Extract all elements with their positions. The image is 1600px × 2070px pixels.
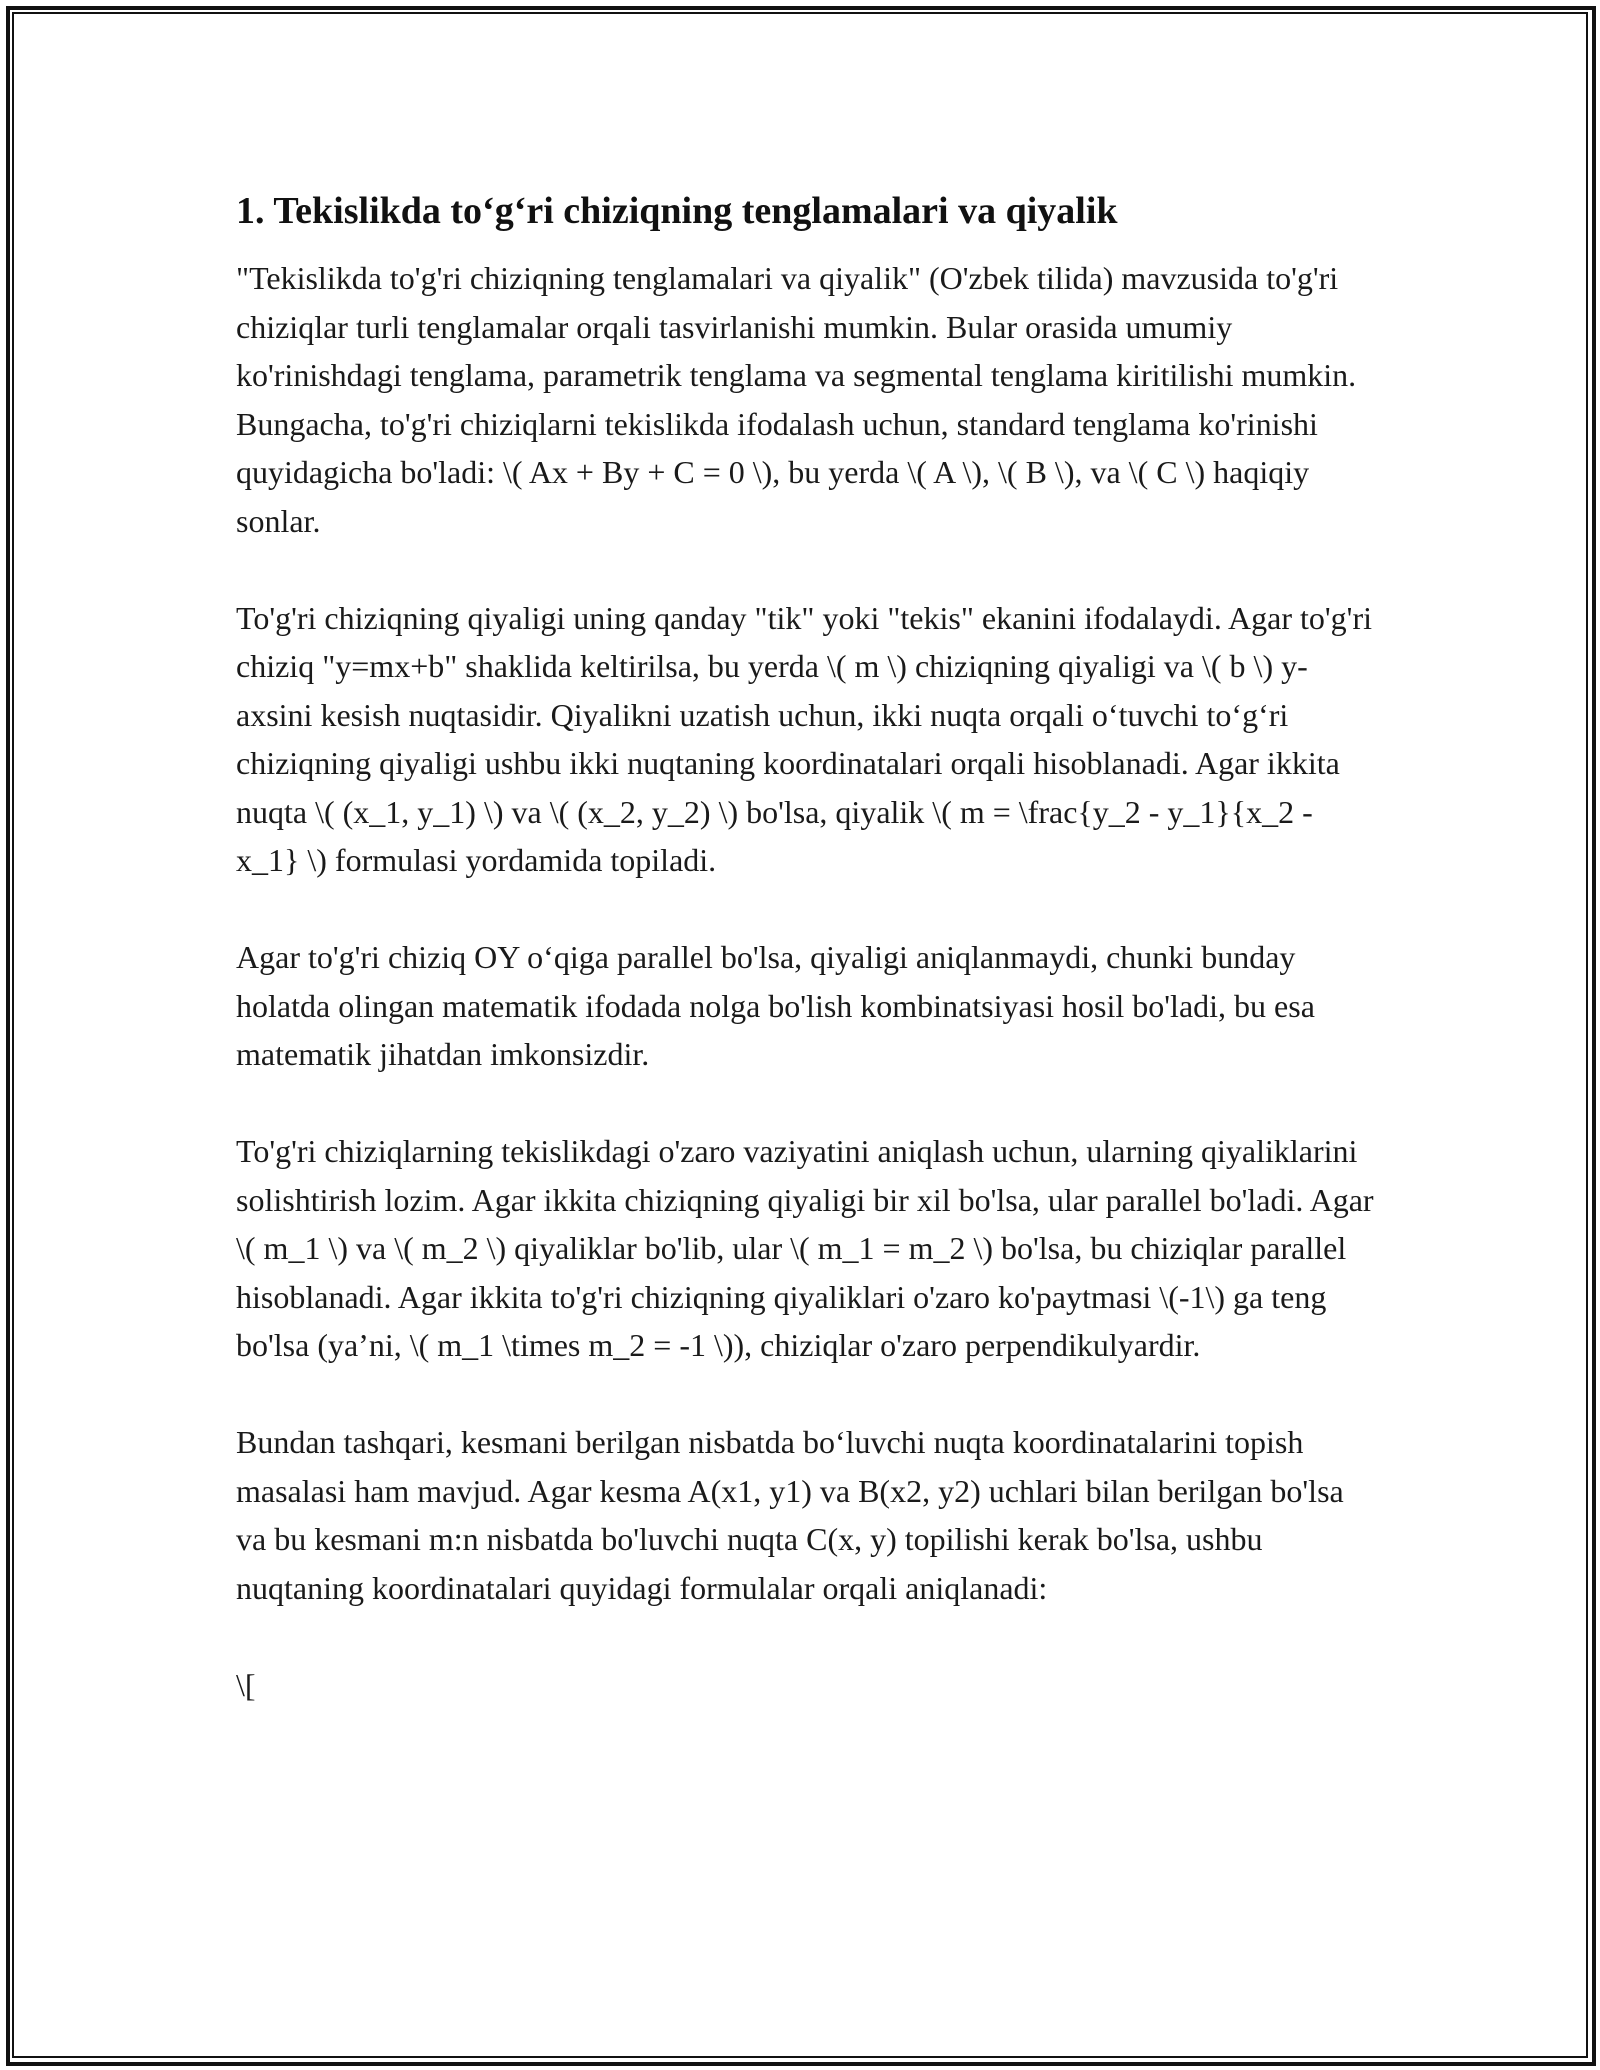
- paragraph-equations: "Tekislikda to'g'ri chiziqning tenglamalari va qiyalik" (O'zbek tilida) mavzusida to'g'ri chiziqlar turli tenglamalar orqali tasvirlanishi mumkin. Bular orasida umumiy ko'rinishdagi tenglama, parametrik tenglama va segmental tenglama kiritilishi mumkin. Bungacha, to'g'ri chiziqlarni tekislikda ifodalash uchun, standard tenglama ko'rinishi quyidagicha bo'ladi: \( Ax + By + C = 0 \), bu yerda \( A \), \( B \), va \( C \) haqiqiy sonlar.: [236, 260, 1357, 539]
- paragraph-vertical-line: Agar to'g'ri chiziq OY o‘qiga parallel bo'lsa, qiyaligi aniqlanmaydi, chunki bunday holatda olingan matematik ifodada nolga bo'lish kombinatsiyasi hosil bo'ladi, bu esa matematik jihatdan imkonsizdir.: [236, 939, 1315, 1072]
- section-heading: 1. Tekislikda to‘g‘ri chiziqning tenglamalari va qiyalik: [236, 190, 1118, 232]
- paragraph-mutual-position: To'g'ri chiziqlarning tekislikdagi o'zaro vaziyatini aniqlash uchun, ularning qiyaliklarini solishtirish lozim. Agar ikkita chiziqning qiyaligi bir xil bo'lsa, ular parallel bo'ladi. Agar \( m_1 \) va \( m_2 \) qiyaliklar bo'lib, ular \( m_1 = m_2 \) bo'lsa, bu chiziqlar parallel hisoblanadi. Agar ikkita to'g'ri chiziqning qiyaliklari o'zaro ko'paytmasi \(-1\) ga teng bo'lsa (ya’ni, \( m_1 \times m_2 = -1 \)), chiziqlar o'zaro perpendikulyardir.: [236, 1133, 1374, 1363]
- paragraph-slope: To'g'ri chiziqning qiyaligi uning qanday "tik" yoki "tekis" ekanini ifodalaydi. Agar to'g'ri chiziq "y=mx+b" shaklida keltirilsa, bu yerda \( m \) chiziqning qiyaligi va \( b \) y-axsini kesish nuqtasidir. Qiyalikni uzatish uchun, ikki nuqta orqali o‘tuvchi to‘g‘ri chiziqning qiyaligi ushbu ikki nuqtaning koordinatalari orqali hisoblanadi. Agar ikkita nuqta \( (x_1, y_1) \) va \( (x_2, y_2) \) bo'lsa, qiyalik \( m = \frac{y_2 - y_1}{x_2 - x_1} \) formulasi yordamida topiladi.: [236, 599, 1372, 878]
- document-body: [236, 186, 1376, 1709]
- paragraph-segment-division: Bundan tashqari, kesmani berilgan nisbatda bo‘luvchi nuqta koordinatalarini topish masalasi ham mavjud. Agar kesma A(x1, y1) va B(x2, y2) uchlari bilan berilgan bo'lsa va bu kesmani m:n nisbatda bo'luvchi nuqta C(x, y) topilishi kerak bo'lsa, ushbu nuqtaning koordinatalari quyidagi formulalar orqali aniqlanadi:: [236, 1424, 1344, 1606]
- math-block-opener: \[: [236, 1666, 256, 1703]
